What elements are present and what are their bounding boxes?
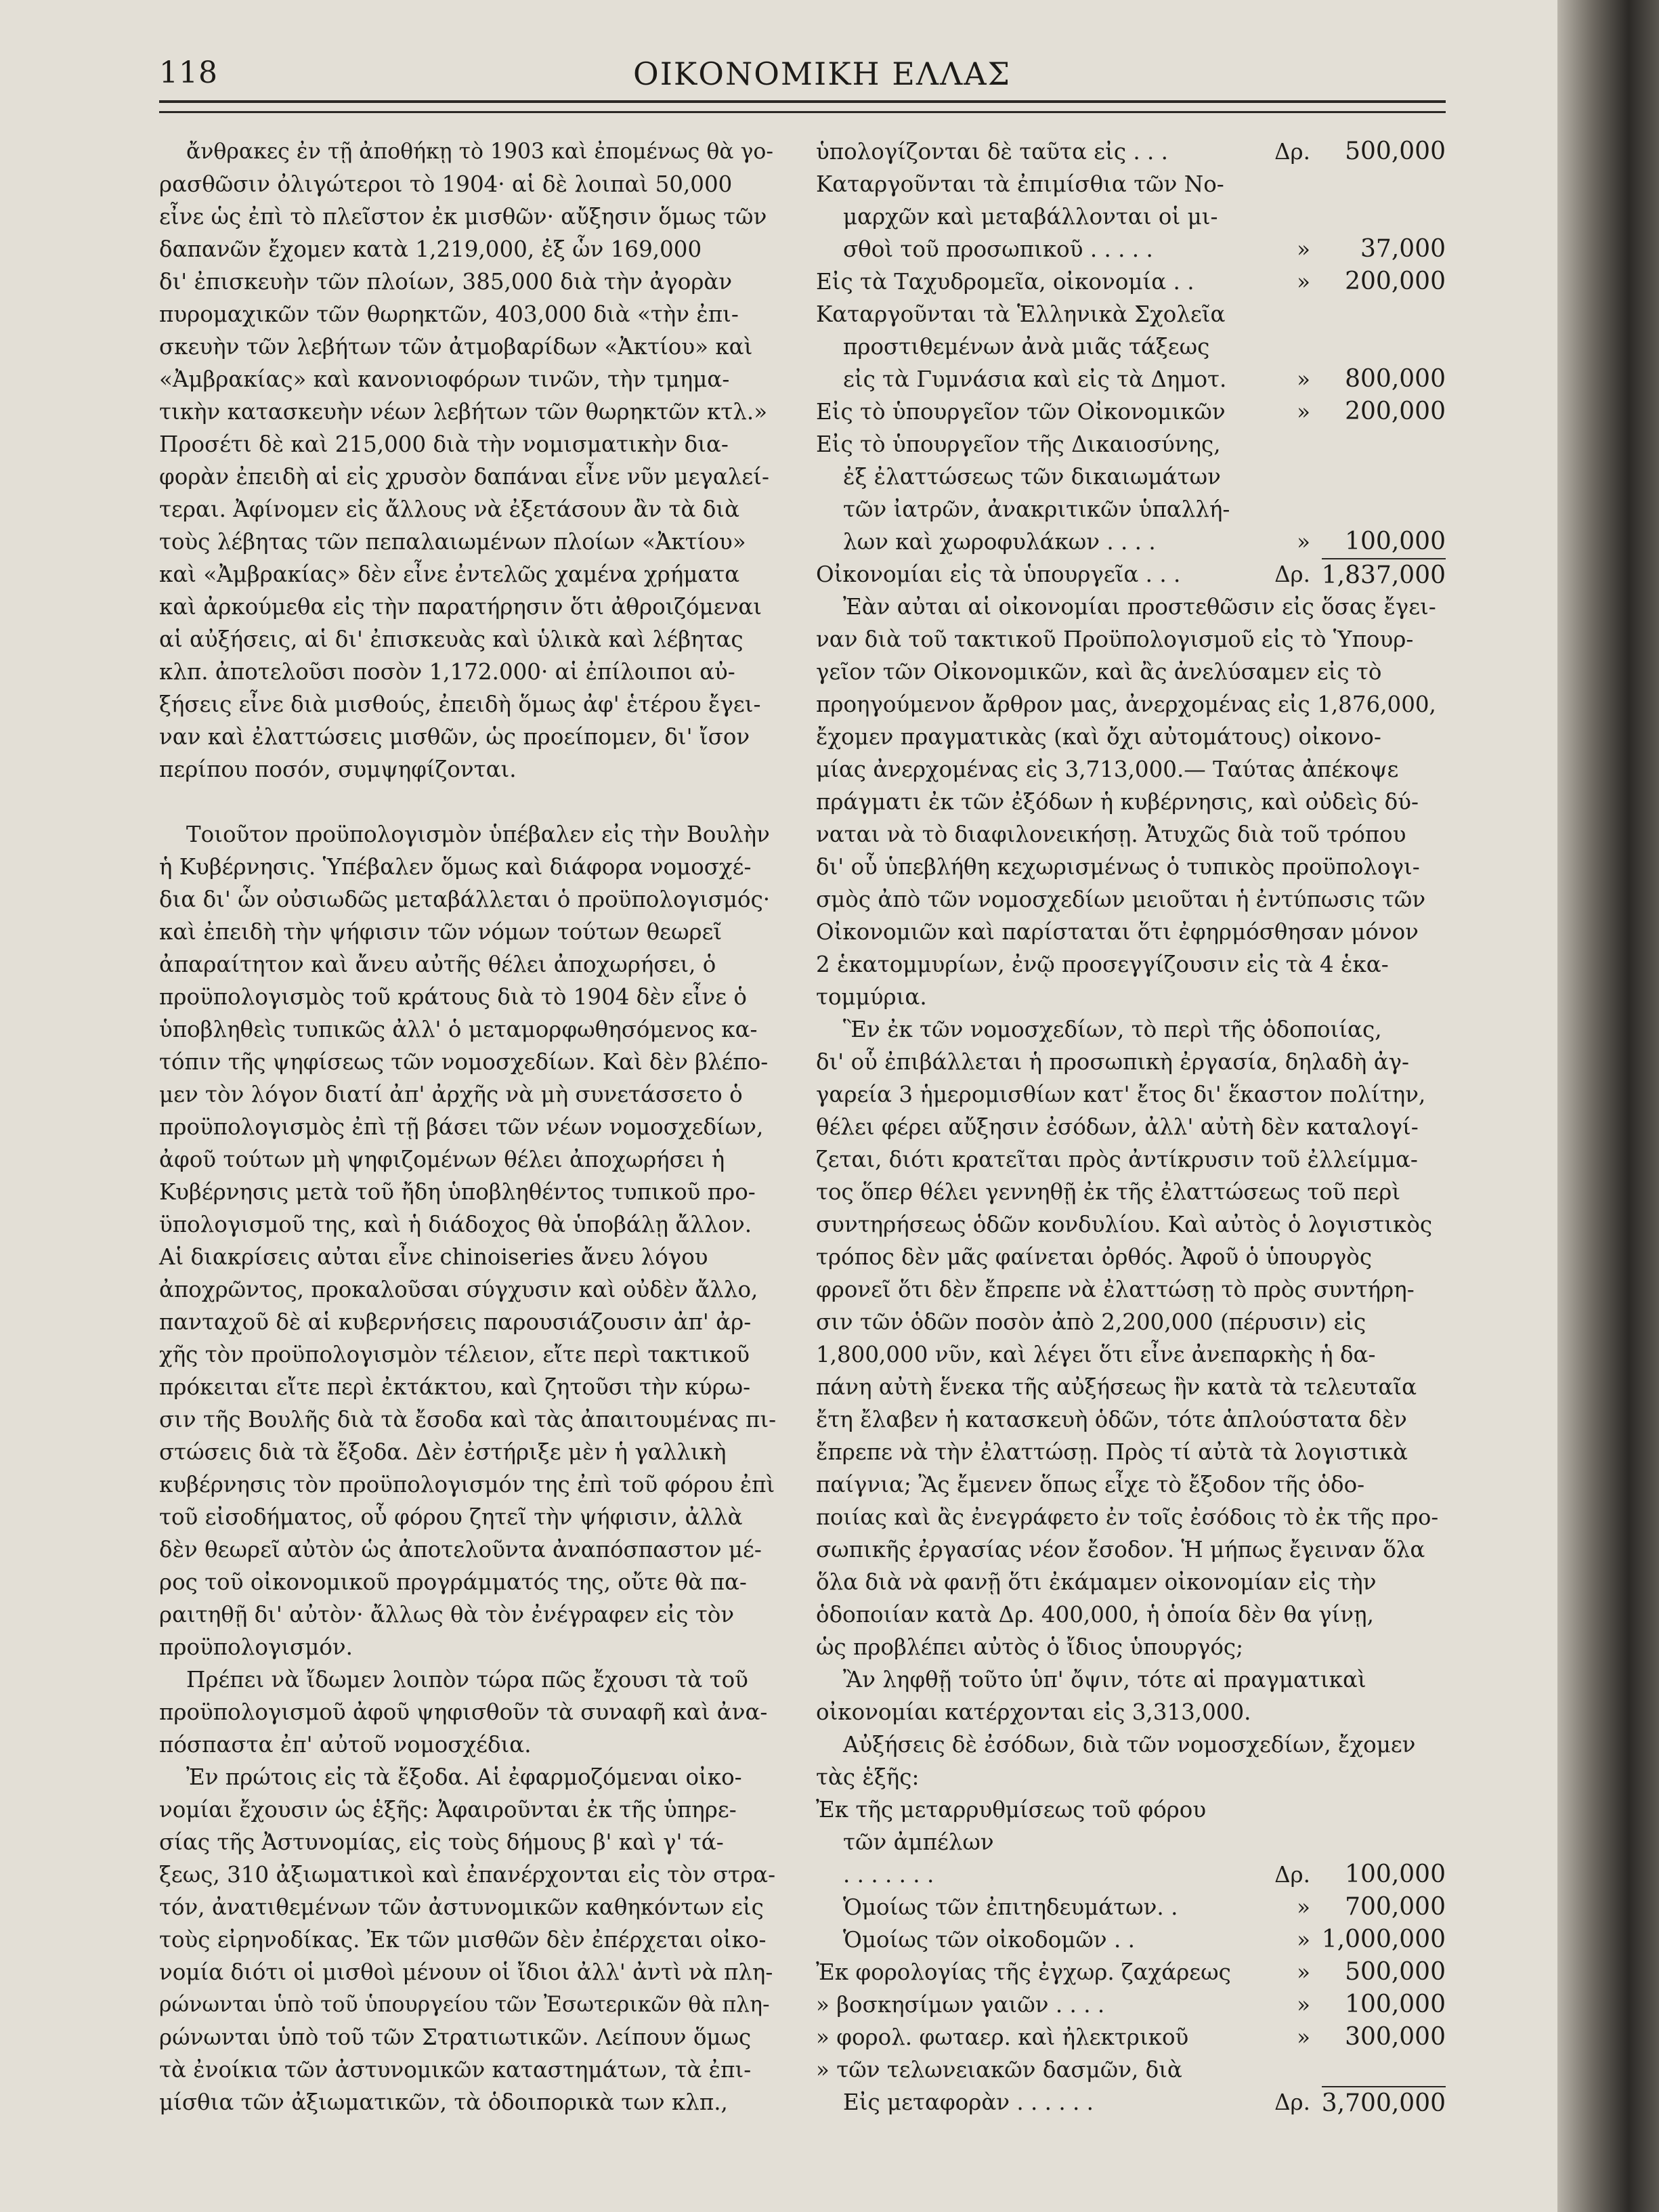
text-line: μίσθια τῶν ἀξιωματικῶν, τὰ ὁδοιπορικὰ των κλπ., xyxy=(159,2089,728,2115)
text-line: προϋπολογισμὸς ἐπὶ τῇ βάσει τῶν νέων νομοσχεδίων, xyxy=(159,1114,764,1140)
text-line: μίας ἀνερχομένας εἰς 3,713,000.— Ταύτας ἀπέκοψε xyxy=(816,757,1399,782)
text-line: πάνη αὐτὴ ἕνεκα τῆς αὐξήσεως ἣν κατὰ τὰ τελευταῖα xyxy=(816,1374,1417,1400)
ledger-row xyxy=(816,168,1446,200)
text-line: ἡ Κυβέρνησις. Ὑπέβαλεν ὅμως καὶ διάφορα νομοσχέ- xyxy=(159,854,752,880)
text-line: Πρέπει νὰ ἴδωμεν λοιπὸν τώρα πῶς ἔχουσι τὰ τοῦ xyxy=(186,1667,748,1693)
text-line: δι' οὗ ἐπιβάλλεται ἡ προσωπικὴ ἐργασία, δηλαδὴ ἀγ- xyxy=(816,1049,1410,1075)
ledger-amount: 700,000 xyxy=(1345,1893,1446,1921)
ledger-currency: » xyxy=(1297,2024,1310,2050)
text-line: «Ἀμβρακίας» καὶ κανονιοφόρων τινῶν, τὴν τμημα- xyxy=(159,366,730,392)
ledger-row xyxy=(816,2086,1446,2119)
ledger-label: Οἰκονομίαι εἰς τὰ ὑπουργεῖα . . . xyxy=(816,561,1181,587)
text-line: πυρομαχικῶν τῶν θωρηκτῶν, 403,000 διὰ «τὴν ἐπι- xyxy=(159,301,739,327)
left-column xyxy=(159,135,779,2119)
ledger-amount: 1,837,000 xyxy=(1322,558,1446,592)
text-line: Αἱ διακρίσεις αὐται εἶνε chinoiseries ἄνευ λόγου xyxy=(159,1244,708,1270)
text-line: ὡς προβλέπει αὐτὸς ὁ ἴδιος ὑπουργός; xyxy=(816,1634,1244,1660)
text-line: ἔτη ἔλαβεν ἡ κατασκευὴ ὁδῶν, τότε ἁπλούστατα δὲν xyxy=(816,1407,1407,1432)
ledger-label: Ἐκ φορολογίας τῆς ἐγχωρ. ζαχάρεως xyxy=(816,1959,1231,1985)
ledger-currency: Δρ. xyxy=(1274,561,1310,587)
ledger-row xyxy=(816,396,1446,428)
text-line: κυβέρνησις τὸν προϋπολογισμόν της ἐπὶ τοῦ φόρου ἐπὶ xyxy=(159,1472,775,1497)
text-line: Τοιοῦτον προϋπολογισμὸν ὑπέβαλεν εἰς τὴν Βουλὴν xyxy=(186,822,770,847)
text-line: παίγνια; Ἂς ἔμενεν ὅπως εἶχε τὸ ἔξοδον τῆς ὁδο- xyxy=(816,1472,1365,1497)
text-line: Αὐξήσεις δὲ ἐσόδων, διὰ τῶν νομοσχεδίων, ἔχομεν xyxy=(843,1732,1416,1758)
paragraph-actual-savings xyxy=(816,1663,1446,1728)
ledger-label: εἰς τὰ Γυμνάσια καὶ εἰς τὰ Δημοτ. xyxy=(843,366,1227,392)
text-line: σωπικῆς ἐργασίας νέον ἔσοδον. Ἡ μήπως ἔγειναν ὅλα xyxy=(816,1537,1425,1562)
ledger-label: σθοὶ τοῦ προσωπικοῦ . . . . . xyxy=(843,236,1153,262)
ledger-row xyxy=(816,2021,1446,2054)
ledger-label: » τῶν τελωνειακῶν δασμῶν, διὰ xyxy=(816,2057,1182,2083)
ledger-currency: » xyxy=(1297,399,1310,425)
ledger-currency: » xyxy=(1297,1927,1310,1953)
ledger-currency: » xyxy=(1297,269,1310,295)
text-line: δαπανῶν ἔχομεν κατὰ 1,219,000, ἐξ ὧν 169,000 xyxy=(159,236,702,262)
text-line: ἀπαραίτητον καὶ ἄνευ αὐτῆς θέλει ἀποχωρήσει, ὁ xyxy=(159,952,716,977)
ledger-amount: 1,000,000 xyxy=(1321,1926,1446,1953)
text-line: γεῖον τῶν Οἰκονομικῶν, καὶ ἂς ἀνελύσαμεν εἰς τὸ xyxy=(816,659,1382,685)
ledger-label: μαρχῶν καὶ μεταβάλλονται οἱ μι- xyxy=(843,204,1218,230)
text-line: αἱ αὐξήσεις, αἱ δι' ἐπισκευὰς καὶ ὑλικὰ καὶ λέβητας xyxy=(159,626,744,652)
text-line: ϋπολογισμοῦ της, καὶ ἡ διάδοχος θὰ ὑποβάλῃ ἄλλον. xyxy=(159,1212,752,1237)
text-line: γαρεία 3 ἡμερομισθίων κατ' ἔτος δι' ἕκαστον πολίτην, xyxy=(816,1082,1426,1107)
ledger-label: . . . . . . . xyxy=(843,1862,934,1888)
ledger-row xyxy=(816,1988,1446,2021)
text-line: φρονεῖ ὅτι δὲν ἔπρεπε νὰ ἐλαττώσῃ τὸ πρὸς συντήρη- xyxy=(816,1277,1415,1302)
text-line: πανταχοῦ δὲ αἱ κυβερνήσεις παρουσιάζουσιν ἀπ' ἀρ- xyxy=(159,1309,752,1335)
revenue-table xyxy=(816,1793,1446,2119)
text-line: δι' οὗ ὑπεβλήθη κεχωρισμένως ὁ τυπικὸς προϋπολογι- xyxy=(816,854,1420,880)
ledger-label: Ὁμοίως τῶν ἐπιτηδευμάτων. . xyxy=(843,1894,1178,1920)
ledger-label: Εἰς τὸ ὑπουργεῖον τῶν Οἰκονομικῶν xyxy=(816,399,1226,425)
ledger-currency: » xyxy=(1297,1894,1310,1920)
ledger-row xyxy=(816,331,1446,363)
text-line: τοὺς λέβητας τῶν πεπαλαιωμένων πλοίων «Ἀκτίου» xyxy=(159,529,746,555)
ledger-label: Ἐκ τῆς μεταρρυθμίσεως τοῦ φόρου xyxy=(816,1797,1207,1823)
ledger-amount: 3,700,000 xyxy=(1322,2086,1446,2120)
text-line: ρώνωνται ὑπὸ τοῦ ὑπουργείου τῶν Ἐσωτερικῶν θὰ πλη- xyxy=(159,1993,770,2017)
ledger-row xyxy=(816,1923,1446,1956)
ledger-row xyxy=(816,135,1446,168)
text-line: τικὴν κατασκευὴν νέων λεβήτων τῶν θωρηκτῶν κτλ.» xyxy=(159,399,768,425)
text-line: πρόκειται εἴτε περὶ ἐκτάκτου, καὶ ζητοῦσι τὴν κύρω- xyxy=(159,1374,751,1400)
ledger-row xyxy=(816,1826,1446,1858)
text-line: Ἐὰν αὐται αἱ οἰκονομίαι προστεθῶσιν εἰς ὅσας ἔγει- xyxy=(843,594,1436,620)
text-line: ξεως, 310 ἀξιωματικοὶ καὶ ἐπανέρχονται εἰς τὸν στρα- xyxy=(159,1862,776,1888)
ledger-label: Καταργοῦνται τὰ ἐπιμίσθια τῶν Νο- xyxy=(816,171,1224,197)
ledger-currency: » xyxy=(1297,1959,1310,1985)
ledger-amount: 100,000 xyxy=(1345,1991,1446,2018)
text-line: ποιίας καὶ ἂς ἐνεγράφετο ἐν τοῖς ἐσόδοις τὸ ἐκ τῆς προ- xyxy=(816,1504,1439,1530)
text-line: εἶνε ὡς ἐπὶ τὸ πλεῖστον ἐκ μισθῶν· αὔξησιν ὅμως τῶν xyxy=(159,204,767,230)
text-line: σκευὴν τῶν λεβήτων τῶν ἀτμοβαρίδων «Ἀκτίου» καὶ xyxy=(159,334,753,360)
page-number: 118 xyxy=(159,56,218,90)
ledger-row xyxy=(816,1956,1446,1988)
ledger-label: Ὁμοίως τῶν οἰκοδομῶν . . xyxy=(843,1927,1135,1953)
text-line: ραιτηθῇ δι' αὐτὸν· ἄλλως θὰ τὸν ἐνέγραφεν εἰς τὸν xyxy=(159,1602,735,1628)
text-line: 1,800,000 νῦν, καὶ λέγει ὅτι εἶνε ἀνεπαρκὴς ἡ δα- xyxy=(816,1342,1376,1367)
text-line: ὁδοποιίαν κατὰ Δρ. 400,000, ἡ ὁποία δὲν θα γίνῃ, xyxy=(816,1602,1374,1628)
running-title: ΟΙΚΟΝΟΜΙΚΗ ΕΛΛΑΣ xyxy=(633,56,1012,92)
text-line: προηγούμενον ἄρθρον μας, ἀνερχομένας εἰς 1,876,000, xyxy=(816,692,1436,717)
paragraph-naval-costs xyxy=(159,135,779,786)
text-line: ρος τοῦ οἰκονομικοῦ προγράμματός της, οὔτε θὰ πα- xyxy=(159,1569,747,1595)
text-line: σιν τῶν ὁδῶν ποσὸν ἀπὸ 2,200,000 (πέρυσιν) εἰς xyxy=(816,1309,1366,1335)
ledger-row xyxy=(816,461,1446,493)
text-line: τος ὅπερ θέλει γεννηθῇ ἐκ τῆς ἐλαττώσεως τοῦ περὶ xyxy=(816,1179,1401,1205)
text-line: σίας τῆς Ἀστυνομίας, εἰς τοὺς δήμους β' καὶ γ' τά- xyxy=(159,1829,724,1855)
savings-table xyxy=(816,135,1446,591)
ledger-label: τῶν ἀμπέλων xyxy=(843,1829,994,1855)
ledger-row xyxy=(816,363,1446,396)
text-line: Ἓν ἐκ τῶν νομοσχεδίων, τὸ περὶ τῆς ὁδοποιίας, xyxy=(843,1017,1382,1042)
ledger-row xyxy=(816,200,1446,233)
paragraph-revenue-increases xyxy=(816,1728,1446,1793)
ledger-label: » βοσκησίμων γαιῶν . . . . xyxy=(816,1992,1105,2018)
ledger-currency: » xyxy=(1297,366,1310,392)
ledger-row xyxy=(816,526,1446,558)
ledger-currency: » xyxy=(1297,1992,1310,2018)
ledger-row xyxy=(816,493,1446,526)
paragraph-budget-submission xyxy=(159,818,779,1663)
text-line: ἔπρεπε νὰ τὴν ἐλαττώσῃ. Πρὸς τί αὐτὰ τὰ λογιστικὰ xyxy=(816,1439,1408,1465)
text-line: συντηρήσεως ὁδῶν κονδυλίου. Καὶ αὐτὸς ὁ λογιστικὸς xyxy=(816,1212,1433,1237)
ledger-amount: 100,000 xyxy=(1345,528,1446,555)
ledger-amount: 200,000 xyxy=(1345,398,1446,425)
ledger-amount: 500,000 xyxy=(1345,1958,1446,1986)
text-line: καὶ ἀρκούμεθα εἰς τὴν παρατήρησιν ὅτι ἀθροιζόμεναι xyxy=(159,594,762,620)
ledger-currency: Δρ. xyxy=(1274,1862,1310,1888)
header-rule-top xyxy=(159,100,1446,103)
text-line: φορὰν ἐπειδὴ αἱ εἰς χρυσὸν δαπάναι εἶνε νῦν μεγαλεί- xyxy=(159,464,769,490)
book-spine xyxy=(1557,0,1659,2212)
text-line: Προσέτι δὲ καὶ 215,000 διὰ τὴν νομισματικὴν δια- xyxy=(159,431,729,457)
text-line: ρώνωνται ὑπὸ τοῦ τῶν Στρατιωτικῶν. Λείπουν ὅμως xyxy=(159,2024,752,2050)
text-line: ἔχομεν πραγματικὰς (καὶ ὄχι αὐτομάτους) οἰκονο- xyxy=(816,724,1381,750)
ledger-amount: 500,000 xyxy=(1345,137,1446,165)
ledger-row xyxy=(816,2054,1446,2086)
ledger-row xyxy=(816,298,1446,331)
text-line: τόπιν τῆς ψηφίσεως τῶν νομοσχεδίων. Καὶ δὲν βλέπο- xyxy=(159,1049,769,1075)
ledger-label: Εἰς τὸ ὑπουργεῖον τῆς Δικαιοσύνης, xyxy=(816,431,1221,457)
ledger-currency: Δρ. xyxy=(1274,139,1310,165)
text-line: ὑποβληθεὶς τυπικῶς ἀλλ' ὁ μεταμορφωθησόμενος κα- xyxy=(159,1017,758,1042)
text-line: θέλει φέρει αὔξησιν ἐσόδων, ἀλλ' αὐτὴ δὲν καταλογί- xyxy=(816,1114,1419,1140)
text-line: ἀποχρῶντος, προκαλοῦσαι σύγχυσιν καὶ οὐδὲν ἄλλο, xyxy=(159,1277,758,1302)
text-line: προϋπολογισμόν. xyxy=(159,1634,353,1660)
text-line: μεν τὸν λόγον διατί ἀπ' ἀρχῆς νὰ μὴ συνετάσσετο ὁ xyxy=(159,1082,743,1107)
text-line: Ἐν πρώτοις εἰς τὰ ἔξοδα. Αἱ ἐφαρμοζόμεναι οἰκο- xyxy=(186,1764,742,1790)
ledger-amount: 800,000 xyxy=(1345,365,1446,393)
paragraph-road-works xyxy=(816,1013,1446,1663)
ledger-label: Καταργοῦνται τὰ Ἑλληνικὰ Σχολεῖα xyxy=(816,301,1226,327)
text-line: πόσπαστα ἐπ' αὐτοῦ νομοσχέδια. xyxy=(159,1732,532,1758)
text-line: ναται νὰ τὸ διαφιλονεικήσῃ. Ἀτυχῶς διὰ τοῦ τρόπου xyxy=(816,822,1406,847)
text-line: πράγματι ἐκ τῶν ἐξόδων ἡ κυβέρνησις, καὶ οὐδεὶς δύ- xyxy=(816,789,1419,815)
text-line: καὶ ἐπειδὴ τὴν ψήφισιν τῶν νόμων τούτων θεωρεῖ xyxy=(159,919,723,945)
text-line: ἀφοῦ τούτων μὴ ψηφιζομένων θέλει ἀποχωρήσει ἡ xyxy=(159,1147,725,1172)
ledger-label: Εἰς μεταφορὰν . . . . . . xyxy=(843,2089,1094,2115)
text-line: Κυβέρνησις μετὰ τοῦ ἤδη ὑποβληθέντος τυπικοῦ προ- xyxy=(159,1179,756,1205)
ledger-label: ἐξ ἐλαττώσεως τῶν δικαιωμάτων xyxy=(843,464,1221,490)
ledger-label: τῶν ἰατρῶν, ἀνακριτικῶν ὑπαλλή- xyxy=(843,496,1230,522)
text-line: ναν καὶ ἐλαττώσεις μισθῶν, ὡς προείπομεν, δι' ἴσον xyxy=(159,724,750,750)
ledger-row xyxy=(816,265,1446,298)
paragraph-examine-budget xyxy=(159,1663,779,1761)
ledger-row xyxy=(816,233,1446,265)
ledger-label: λων καὶ χωροφυλάκων . . . . xyxy=(843,529,1156,555)
ledger-label: » φορολ. φωταερ. καὶ ἠλεκτρικοῦ xyxy=(816,2024,1189,2050)
paragraph-expenses xyxy=(159,1761,779,2119)
ledger-amount: 200,000 xyxy=(1345,268,1446,295)
ledger-label: προστιθεμένων ἀνὰ μιᾶς τάξεως xyxy=(843,334,1210,360)
text-line: ἄνθρακες ἐν τῇ ἀποθήκῃ τὸ 1903 καὶ ἐπομένως θὰ γο- xyxy=(186,140,774,164)
text-line: κλπ. ἀποτελοῦσι ποσὸν 1,172.000· αἱ ἐπίλοιποι αὐ- xyxy=(159,659,735,685)
ledger-currency: Δρ. xyxy=(1274,2089,1310,2115)
text-line: ξήσεις εἶνε διὰ μισθούς, ἐπειδὴ ὅμως ἀφ' ἑτέρου ἔγει- xyxy=(159,692,761,717)
paragraph-savings-total xyxy=(816,591,1446,1013)
text-line: περίπου ποσόν, συμψηφίζονται. xyxy=(159,757,517,782)
text-line: ναν διὰ τοῦ τακτικοῦ Προϋπολογισμοῦ εἰς τὸ Ὑπουρ- xyxy=(816,626,1414,652)
text-line: στώσεις διὰ τὰ ἔξοδα. Δὲν ἐστήριξε μὲν ἡ γαλλικὴ xyxy=(159,1439,727,1465)
text-line: ρασθῶσιν ὀλιγώτεροι τὸ 1904· αἱ δὲ λοιπαὶ 50,000 xyxy=(159,171,733,197)
text-line: τεραι. Ἀφίνομεν εἰς ἄλλους νὰ ἐξετάσουν ἂν τὰ διὰ xyxy=(159,496,740,522)
text-line: προϋπολογισμοῦ ἀφοῦ ψηφισθοῦν τὰ συναφῆ καὶ ἀνα- xyxy=(159,1699,768,1725)
header-rule-bottom xyxy=(159,111,1446,113)
text-line: τὰ ἐνοίκια τῶν ἀστυνομικῶν καταστημάτων, τὰ ἐπι- xyxy=(159,2057,752,2083)
text-line: δὲν θεωρεῖ αὐτὸν ὡς ἀποτελοῦντα ἀναπόσπαστον μέ- xyxy=(159,1537,762,1562)
text-line: Οἰκονομιῶν καὶ παρίσταται ὅτι ἐφηρμόσθησαν μόνον xyxy=(816,919,1419,945)
text-line: τοὺς εἰρηνοδίκας. Ἐκ τῶν μισθῶν δὲν ἐπέρχεται οἰκο- xyxy=(159,1927,767,1953)
text-line: τομμύρια. xyxy=(816,984,927,1010)
text-line: ζεται, διότι κρατεῖται πρὸς ἀντίκρυσιν τοῦ ἐλλείμμα- xyxy=(816,1147,1418,1172)
right-column xyxy=(816,135,1446,2119)
text-line: σμὸς ἀπὸ τῶν νομοσχεδίων μειοῦται ἡ ἐντύπωσις τῶν xyxy=(816,887,1426,912)
text-line: τόν, ἀνατιθεμένων τῶν ἀστυνομικῶν καθηκόντων εἰς xyxy=(159,1894,764,1920)
text-line: νομία διότι οἱ μισθοὶ μένουν οἱ ἴδιοι ἀλλ' ἀντὶ νὰ πλη- xyxy=(159,1959,773,1985)
ledger-amount: 37,000 xyxy=(1360,235,1446,263)
text-line: Ἂν ληφθῇ τοῦτο ὑπ' ὄψιν, τότε αἱ πραγματικαὶ xyxy=(843,1667,1366,1693)
ledger-row xyxy=(816,428,1446,461)
text-line: νομίαι ἔχουσιν ὡς ἑξῆς: Ἀφαιροῦνται ἐκ τῆς ὑπηρε- xyxy=(159,1797,737,1823)
ledger-row xyxy=(816,558,1446,591)
text-line: χῆς τὸν προϋπολογισμὸν τέλειον, εἴτε περὶ τακτικοῦ xyxy=(159,1342,750,1367)
ledger-label: ὑπολογίζονται δὲ ταῦτα εἰς . . . xyxy=(816,139,1168,165)
text-line: τοῦ εἰσοδήματος, οὗ φόρου ζητεῖ τὴν ψήφισιν, ἀλλὰ xyxy=(159,1504,743,1530)
text-line: σιν τῆς Βουλῆς διὰ τὰ ἔσοδα καὶ τὰς ἀπαιτουμένας πι- xyxy=(159,1407,777,1432)
text-line: προϋπολογισμὸς τοῦ κράτους διὰ τὸ 1904 δὲν εἶνε ὁ xyxy=(159,984,747,1010)
ledger-row xyxy=(816,1858,1446,1891)
text-line: τρόπος δὲν μᾶς φαίνεται ὀρθός. Ἀφοῦ ὁ ὑπουργὸς xyxy=(816,1244,1373,1270)
running-header xyxy=(159,56,1446,103)
text-line: δι' ἐπισκευὴν τῶν πλοίων, 385,000 διὰ τὴν ἀγορὰν xyxy=(159,269,733,295)
text-line: 2 ἑκατομμυρίων, ἐνῷ προσεγγίζουσιν εἰς τὰ 4 ἑκα- xyxy=(816,952,1389,977)
text-line: οἰκονομίαι κατέρχονται εἰς 3,313,000. xyxy=(816,1699,1251,1725)
ledger-label: Εἰς τὰ Ταχυδρομεῖα, οἰκονομία . . xyxy=(816,269,1194,295)
ledger-row xyxy=(816,1891,1446,1923)
text-line: τὰς ἑξῆς: xyxy=(816,1764,920,1790)
text-line: δια δι' ὧν οὐσιωδῶς μεταβάλλεται ὁ προϋπολογισμός· xyxy=(159,887,771,912)
text-line: καὶ «Ἀμβρακίας» δὲν εἶνε ἐντελῶς χαμένα χρήματα xyxy=(159,561,740,587)
ledger-currency: » xyxy=(1297,529,1310,555)
ledger-row xyxy=(816,1793,1446,1826)
ledger-amount: 300,000 xyxy=(1345,2023,1446,2051)
text-line: ὅλα διὰ νὰ φανῇ ὅτι ἐκάμαμεν οἰκονομίαν εἰς τὴν xyxy=(816,1569,1377,1595)
ledger-currency: » xyxy=(1297,236,1310,262)
ledger-amount: 100,000 xyxy=(1345,1860,1446,1888)
